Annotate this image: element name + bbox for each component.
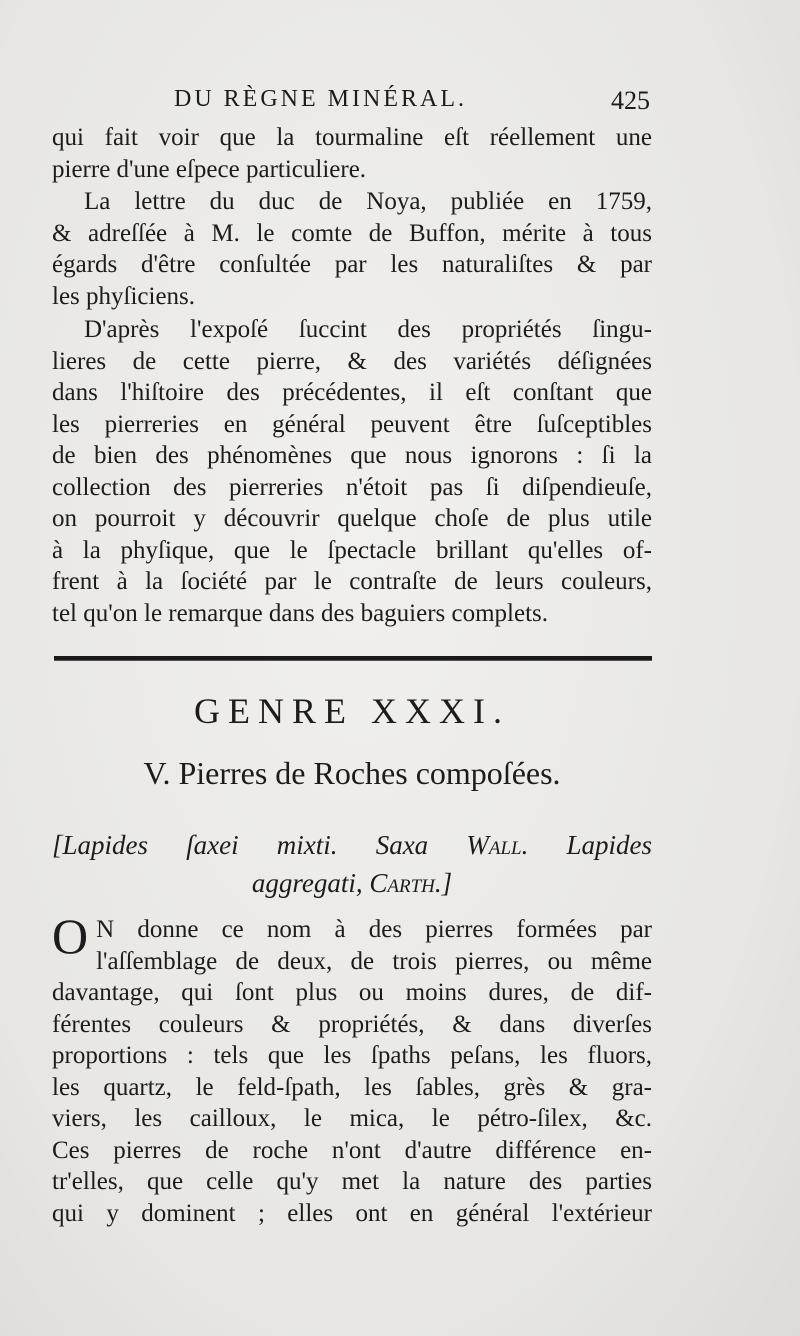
text-line: qui fait voir que la tourmaline eſt réellement une (52, 124, 652, 151)
running-head (52, 86, 652, 126)
running-head-title: DU RÈGNE MINÉRAL. (174, 86, 467, 112)
text-line: à la phyſique, que le ſpectacle brillant qu'elles of- (52, 536, 652, 564)
paragraph-2 (52, 186, 652, 312)
text-line: tr'elles, que celle qu'y met la nature des parties (52, 1168, 652, 1195)
author-abbrev: Carth. (369, 868, 442, 898)
text-line: tel qu'on le remarque dans des baguiers complets. (52, 599, 549, 627)
page-number: 425 (611, 86, 650, 115)
author-abbrev: Wall. (466, 830, 529, 860)
text-line: égards d'être conſultée par les naturaliſtes & par (52, 251, 652, 278)
drop-cap: O (52, 908, 89, 964)
text-line: D'après l'expoſé ſuccint des propriétés ſingu- (84, 316, 652, 343)
text-line: les pierreries en général peuvent être ſuſceptibles (52, 410, 652, 438)
text-line: les phyſiciens. (52, 282, 196, 310)
text-line: de bien des phénomènes que nous ignorons : ſi la (52, 442, 652, 469)
latin-line-2: aggregati, Carth.] (251, 868, 453, 898)
text-line: collection des pierreries n'étoit pas ſi diſpendieuſe, (52, 473, 652, 501)
text-line: frent à la ſociété par le contraſte de leurs couleurs, (52, 568, 652, 595)
text-line: férentes couleurs & propriétés, & dans diverſes (52, 1010, 652, 1038)
text-line: La lettre du duc de Noya, publiée en 1759, (84, 188, 652, 215)
text-line: Ces pierres de roche n'ont d'autre différence en- (52, 1136, 652, 1164)
text-line: lieres de cette pierre, & des variétés déſignées (52, 347, 652, 375)
text-line: qui y dominent ; elles ont en général l'extérieur (52, 1199, 652, 1227)
text-line: davantage, qui ſont plus ou moins dures, de dif- (52, 979, 652, 1006)
text-line: proportions : tels que les ſpaths peſans, les fluors, (52, 1042, 652, 1069)
paragraph-3 (52, 314, 652, 629)
section-divider (54, 656, 652, 661)
latin-synonyms (52, 826, 652, 902)
text-line: les quartz, le feld-ſpath, les ſables, grès & gra- (52, 1073, 652, 1101)
text-line: dans l'hiſtoire des précédentes, il eſt conſtant que (52, 379, 652, 406)
text-line: viers, les cailloux, le mica, le pétro-ſilex, &c. (52, 1105, 652, 1132)
text-line: pierre d'une eſpece particuliere. (52, 155, 367, 183)
text-line: l'aſſemblage de deux, de trois pierres, ou même (96, 947, 652, 975)
section-subtitle: V. Pierres de Roches compoſées. (143, 755, 561, 791)
paragraph-4 (52, 908, 652, 1229)
text-line: O N donne ce nom à des pierres formées par (52, 908, 652, 964)
paragraph-1 (52, 122, 652, 185)
genre-heading: GENRE XXXI. (194, 691, 510, 731)
text-line: & adreſſée à M. le comte de Buffon, mérite à tous (52, 219, 652, 247)
text-line: on pourroit y découvrir quelque choſe de plus utile (52, 505, 652, 532)
latin-line-1: [Lapides ſaxei mixti. Saxa Wall. Lapides (52, 830, 652, 860)
